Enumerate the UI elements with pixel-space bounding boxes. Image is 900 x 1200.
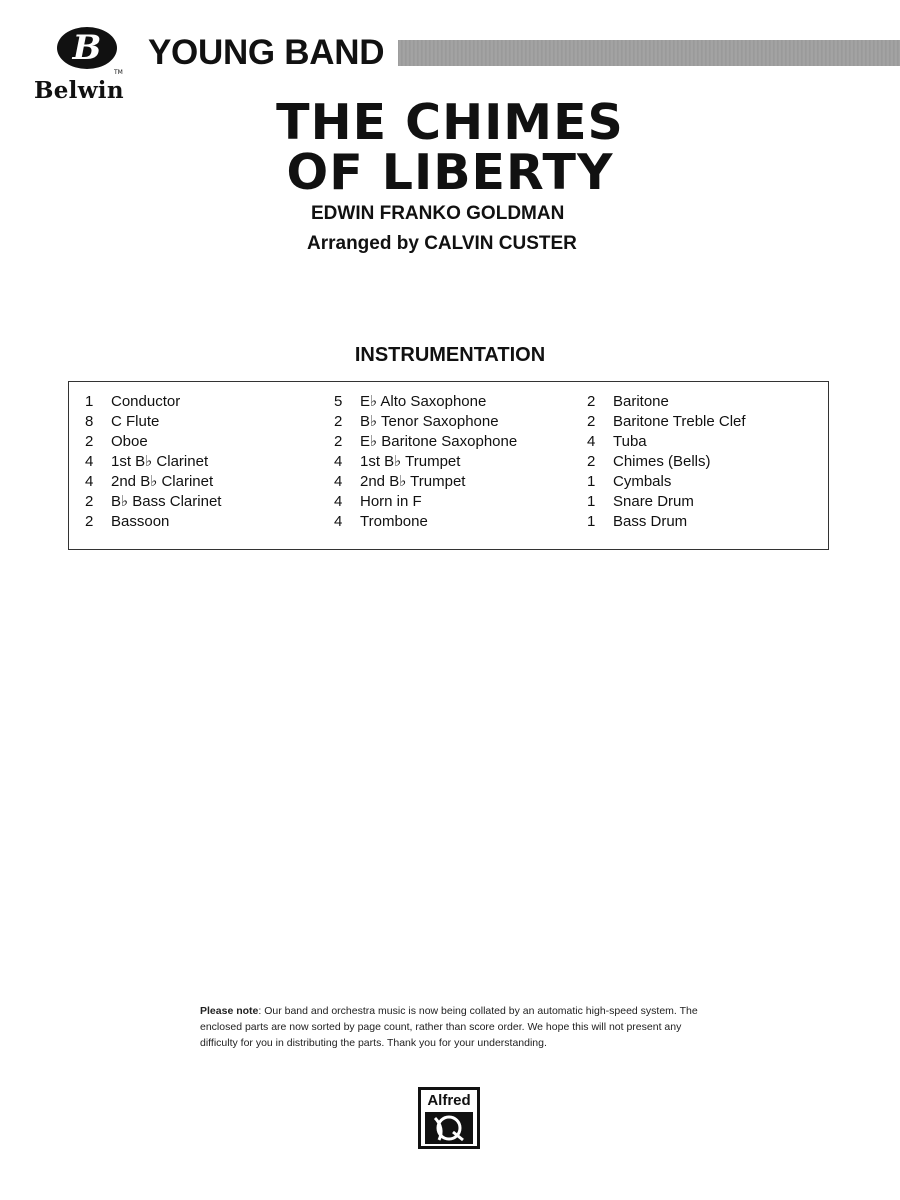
- instrumentation-box: [68, 381, 829, 550]
- instrument-quantity: 8: [85, 413, 94, 430]
- arranger-credit: Arranged by CALVIN CUSTER: [307, 233, 577, 254]
- instrument-row: [85, 452, 221, 472]
- instrument-quantity: 4: [587, 433, 596, 450]
- instrument-part: Tuba: [613, 433, 647, 450]
- instrument-quantity: 2: [85, 493, 94, 510]
- instrument-row: [85, 472, 221, 492]
- instrument-part: B♭ Tenor Saxophone: [360, 413, 499, 430]
- instrument-row: [587, 452, 746, 472]
- instrument-part: 2nd B♭ Trumpet: [360, 473, 466, 490]
- note-text: : Our band and orchestra music is now being collated by an automatic high-speed system. The enclosed parts are now sorted by page count, rather than score order. We hope this will not present any difficulty for you in distributing the parts. Thank you for your understanding.: [200, 1005, 698, 1049]
- instrument-quantity: 1: [85, 393, 94, 410]
- piece-title-line-2: OF LIBERTY: [286, 144, 614, 201]
- instrument-part: Chimes (Bells): [613, 453, 711, 470]
- instrument-row: [85, 432, 221, 452]
- instrument-quantity: 4: [334, 453, 343, 470]
- instrument-part: Snare Drum: [613, 493, 694, 510]
- instrument-part: Bass Drum: [613, 513, 688, 530]
- instrument-row: [334, 412, 517, 432]
- instrument-part: Baritone: [613, 393, 669, 410]
- instrument-quantity: 2: [334, 413, 343, 430]
- instrument-part: Bassoon: [111, 513, 170, 530]
- instrument-part: E♭ Baritone Saxophone: [360, 433, 518, 450]
- instrument-quantity: 4: [85, 453, 94, 470]
- belwin-emblem: [57, 27, 117, 69]
- instrument-row: [587, 492, 746, 512]
- instrument-row: [587, 512, 746, 532]
- instrument-quantity: 2: [334, 433, 343, 450]
- instrument-row: [85, 492, 221, 512]
- instrument-part: Oboe: [111, 433, 148, 450]
- belwin-logo-letter: B: [72, 28, 102, 68]
- instrument-quantity: 4: [334, 493, 343, 510]
- instrument-row: [587, 472, 746, 492]
- trademark-mark: TM: [114, 69, 123, 76]
- instrument-row: [587, 412, 746, 432]
- instrument-quantity: 1: [587, 513, 596, 530]
- instrument-row: [334, 472, 517, 492]
- instrument-quantity: 2: [587, 393, 596, 410]
- instrument-part: Conductor: [111, 393, 181, 410]
- instrument-row: [85, 512, 221, 532]
- composer-name: EDWIN FRANKO GOLDMAN: [311, 203, 565, 224]
- instrument-row: [587, 432, 746, 452]
- piece-title-line-1: THE CHIMES: [276, 94, 624, 151]
- instrument-quantity: 2: [587, 413, 596, 430]
- instrument-row: [334, 452, 517, 472]
- piece-title: [0, 94, 900, 201]
- instrumentation-column-3: [587, 392, 746, 532]
- instrument-quantity: 1: [587, 473, 596, 490]
- instrument-quantity: 4: [334, 513, 343, 530]
- instrumentation-column-1: [85, 392, 221, 532]
- alfred-logo: [418, 1087, 480, 1149]
- instrument-row: [85, 392, 221, 412]
- instrument-row: [334, 432, 517, 452]
- instrument-part: Trombone: [360, 513, 428, 530]
- note-label: Please note: [200, 1005, 259, 1017]
- instrument-part: Cymbals: [613, 473, 672, 490]
- instrumentation-column-2: [334, 392, 517, 532]
- instrument-quantity: 2: [85, 513, 94, 530]
- instrument-part: E♭ Alto Saxophone: [360, 393, 487, 410]
- header-bar: [398, 40, 900, 66]
- instrument-row: [85, 412, 221, 432]
- instrument-part: 1st B♭ Trumpet: [360, 453, 461, 470]
- instrument-quantity: 1: [587, 493, 596, 510]
- alfred-emblem-icon: [425, 1112, 473, 1144]
- collation-note: [200, 1003, 710, 1051]
- series-title: YOUNG BAND: [148, 33, 385, 72]
- instrument-quantity: 4: [334, 473, 343, 490]
- alfred-wordmark: Alfred: [427, 1092, 471, 1109]
- instrument-row: [334, 492, 517, 512]
- instrument-row: [587, 392, 746, 412]
- instrument-row: [334, 512, 517, 532]
- instrument-row: [334, 392, 517, 412]
- instrument-part: B♭ Bass Clarinet: [111, 493, 222, 510]
- instrument-part: C Flute: [111, 413, 160, 430]
- instrument-part: Baritone Treble Clef: [613, 413, 746, 430]
- instrument-part: 1st B♭ Clarinet: [111, 453, 209, 470]
- instrument-part: 2nd B♭ Clarinet: [111, 473, 214, 490]
- instrument-part: Horn in F: [360, 493, 422, 510]
- belwin-wordmark: Belwin: [34, 77, 124, 104]
- belwin-logo: [30, 25, 150, 105]
- instrumentation-heading: INSTRUMENTATION: [354, 344, 546, 366]
- instrument-quantity: 2: [587, 453, 596, 470]
- instrument-quantity: 2: [85, 433, 94, 450]
- instrument-quantity: 5: [334, 393, 343, 410]
- instrument-quantity: 4: [85, 473, 94, 490]
